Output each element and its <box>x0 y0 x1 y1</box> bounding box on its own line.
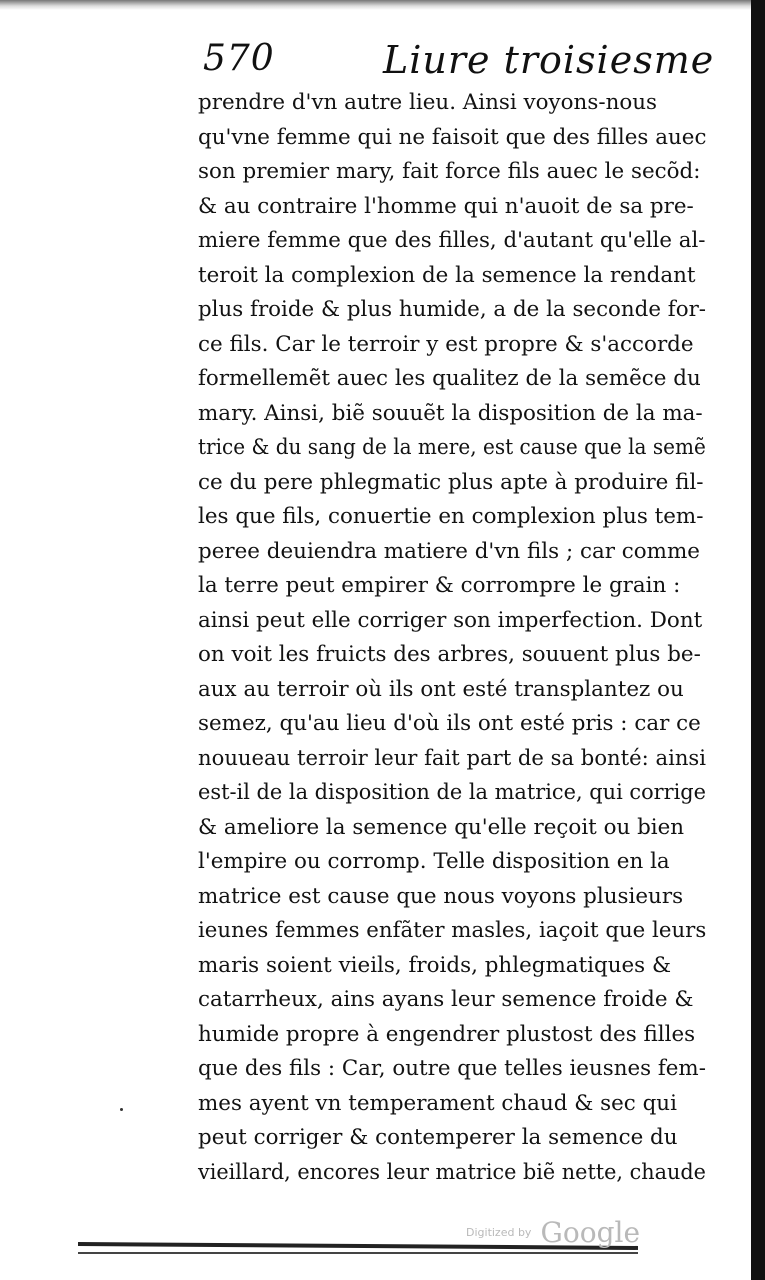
text-line: catarrheux, ains ayans leur semence froide & <box>198 987 694 1012</box>
text-line: mary. Ainsi, biẽ souuẽt la disposition de la ma- <box>198 400 703 426</box>
text-line: & ameliore la semence qu'elle reçoit ou bien <box>198 814 685 840</box>
text-line: maris soient vieils, froids, phlegmatiques & <box>198 952 672 978</box>
watermark-brand: Google <box>540 1216 641 1249</box>
text-line: ieunes femmes enfãter masles, iaçoit que leurs <box>198 918 707 943</box>
text-line: prendre d'vn autre lieu. Ainsi voyons-nous <box>198 90 658 115</box>
digitization-watermark <box>466 1216 640 1249</box>
text-line: l'empire ou corromp. Telle disposition en la <box>198 849 670 874</box>
page-binding-shadow <box>751 0 765 1280</box>
bottom-rule-secondary <box>78 1252 638 1254</box>
text-line: que des fils : Car, outre que telles ieusnes fem- <box>198 1056 706 1081</box>
text-line: est-il de la disposition de la matrice, qui corrige <box>198 780 707 805</box>
text-line: ce du pere phlegmatic plus apte à produire fil- <box>198 469 704 495</box>
text-line: mes ayent vn temperament chaud & sec qui <box>198 1090 677 1116</box>
page-number: 570 <box>203 38 275 79</box>
page-top-edge <box>0 0 765 10</box>
text-line: semez, qu'au lieu d'où ils ont esté pris : car ce <box>198 711 701 736</box>
text-line: humide propre à engendrer plustost des filles <box>198 1021 696 1047</box>
text-line: peree deuiendra matiere d'vn fils ; car comme <box>198 538 700 564</box>
text-line: plus froide & plus humide, a de la seconde for- <box>198 297 707 322</box>
text-line: miere femme que des filles, d'autant qu'elle al- <box>198 228 706 253</box>
running-title: Liure troisiesme <box>383 38 715 82</box>
text-line: peut corriger & contemperer la semence du <box>198 1125 678 1150</box>
text-line: vieillard, encores leur matrice biẽ nette, chaude <box>198 1159 706 1185</box>
text-line: teroit la complexion de la semence la rendant <box>198 262 696 288</box>
text-line: la terre peut empirer & corrompre le grain : <box>198 573 681 598</box>
text-line: ce fils. Car le terroir y est propre & s'accorde <box>198 331 694 357</box>
body-text <box>198 86 708 1190</box>
text-line: matrice est cause que nous voyons plusieurs <box>198 883 684 909</box>
text-line: ainsi peut elle corriger son imperfection. Dont <box>198 607 703 633</box>
text-line: on voit les fruicts des arbres, souuent plus be- <box>198 642 701 667</box>
page-header <box>0 38 765 88</box>
text-line: son premier mary, fait force fils auec le secõd: <box>198 159 701 184</box>
ink-speck <box>120 1108 123 1111</box>
text-line: nouueau terroir leur fait part de sa bonté: ainsi <box>198 745 707 771</box>
text-line: qu'vne femme qui ne faisoit que des filles auec <box>198 124 707 150</box>
text-line: les que fils, conuertie en complexion plus tem- <box>198 504 704 529</box>
text-line: trice & du sang de la mere, est cause que la semẽ <box>198 435 706 460</box>
text-line: formellemẽt auec les qualitez de la semẽce du <box>198 366 701 391</box>
text-line: aux au terroir où ils ont esté transplantez ou <box>198 676 684 702</box>
text-line: & au contraire l'homme qui n'auoit de sa pre- <box>198 193 694 219</box>
watermark-prefix: Digitized by <box>466 1226 532 1239</box>
